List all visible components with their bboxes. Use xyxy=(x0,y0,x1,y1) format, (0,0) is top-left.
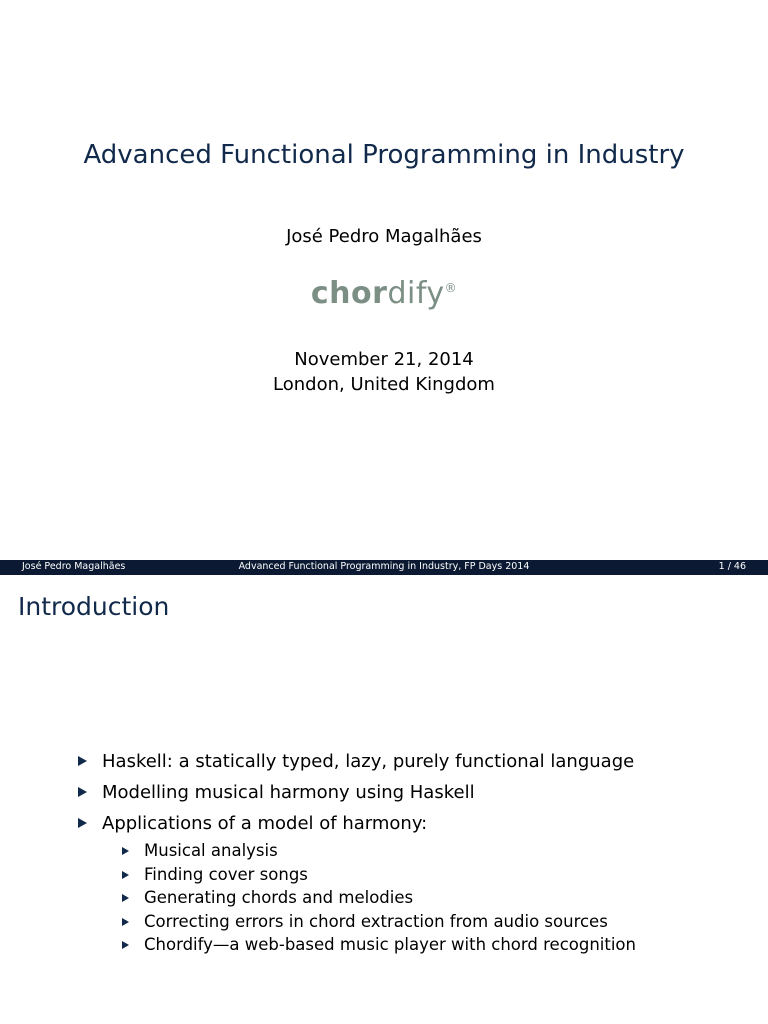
sub-list-item-text: Chordify—a web-based music player with chord recognition xyxy=(144,935,636,954)
slide-date: November 21, 2014 xyxy=(294,349,474,370)
slide-title: Advanced Functional Programming in Industry xyxy=(83,140,685,170)
bullet-triangle-icon xyxy=(78,787,87,797)
bullet-triangle-icon xyxy=(122,894,129,902)
slide-author: José Pedro Magalhães xyxy=(286,226,482,247)
sub-list-item xyxy=(122,886,636,910)
list-item xyxy=(78,777,636,808)
list-item-text: Haskell: a statically typed, lazy, purely functional language xyxy=(102,751,635,772)
footer-author: José Pedro Magalhães xyxy=(22,561,126,572)
sub-list-item-text: Correcting errors in chord extraction from audio sources xyxy=(144,911,608,931)
sub-list-item xyxy=(122,933,636,957)
footer-title: Advanced Functional Programming in Industry, FP Days 2014 xyxy=(238,561,530,572)
list-item xyxy=(78,808,636,957)
bullet-triangle-icon xyxy=(122,871,129,879)
sub-list-item xyxy=(122,910,636,934)
list-item-text: Applications of a model of harmony: xyxy=(102,813,428,834)
bullet-triangle-icon xyxy=(78,756,87,766)
bullet-triangle-icon xyxy=(122,847,129,855)
sub-list-item-text: Finding cover songs xyxy=(144,864,308,884)
sub-list-item xyxy=(122,839,636,863)
sub-bullet-list xyxy=(122,839,636,957)
bullet-triangle-icon xyxy=(122,918,129,926)
slide-location: London, United Kingdom xyxy=(273,374,495,395)
bullet-triangle-icon xyxy=(122,941,129,949)
sub-list-item-text: Musical analysis xyxy=(144,841,278,860)
footer-page-number: 1 / 46 xyxy=(718,561,746,572)
bullet-list xyxy=(78,746,636,957)
bullet-triangle-icon xyxy=(78,818,87,828)
logo-text-bold: chor xyxy=(310,276,388,311)
sub-list-item-text: Generating chords and melodies xyxy=(144,888,414,907)
list-item xyxy=(78,746,636,777)
slide-footer xyxy=(0,560,768,575)
list-item-text: Modelling musical harmony using Haskell xyxy=(102,782,475,803)
sub-list-item xyxy=(122,863,636,887)
chordify-logo xyxy=(0,276,768,311)
logo-text: dify xyxy=(387,276,445,311)
registered-mark: ® xyxy=(444,281,458,295)
section-title: Introduction xyxy=(18,592,170,621)
